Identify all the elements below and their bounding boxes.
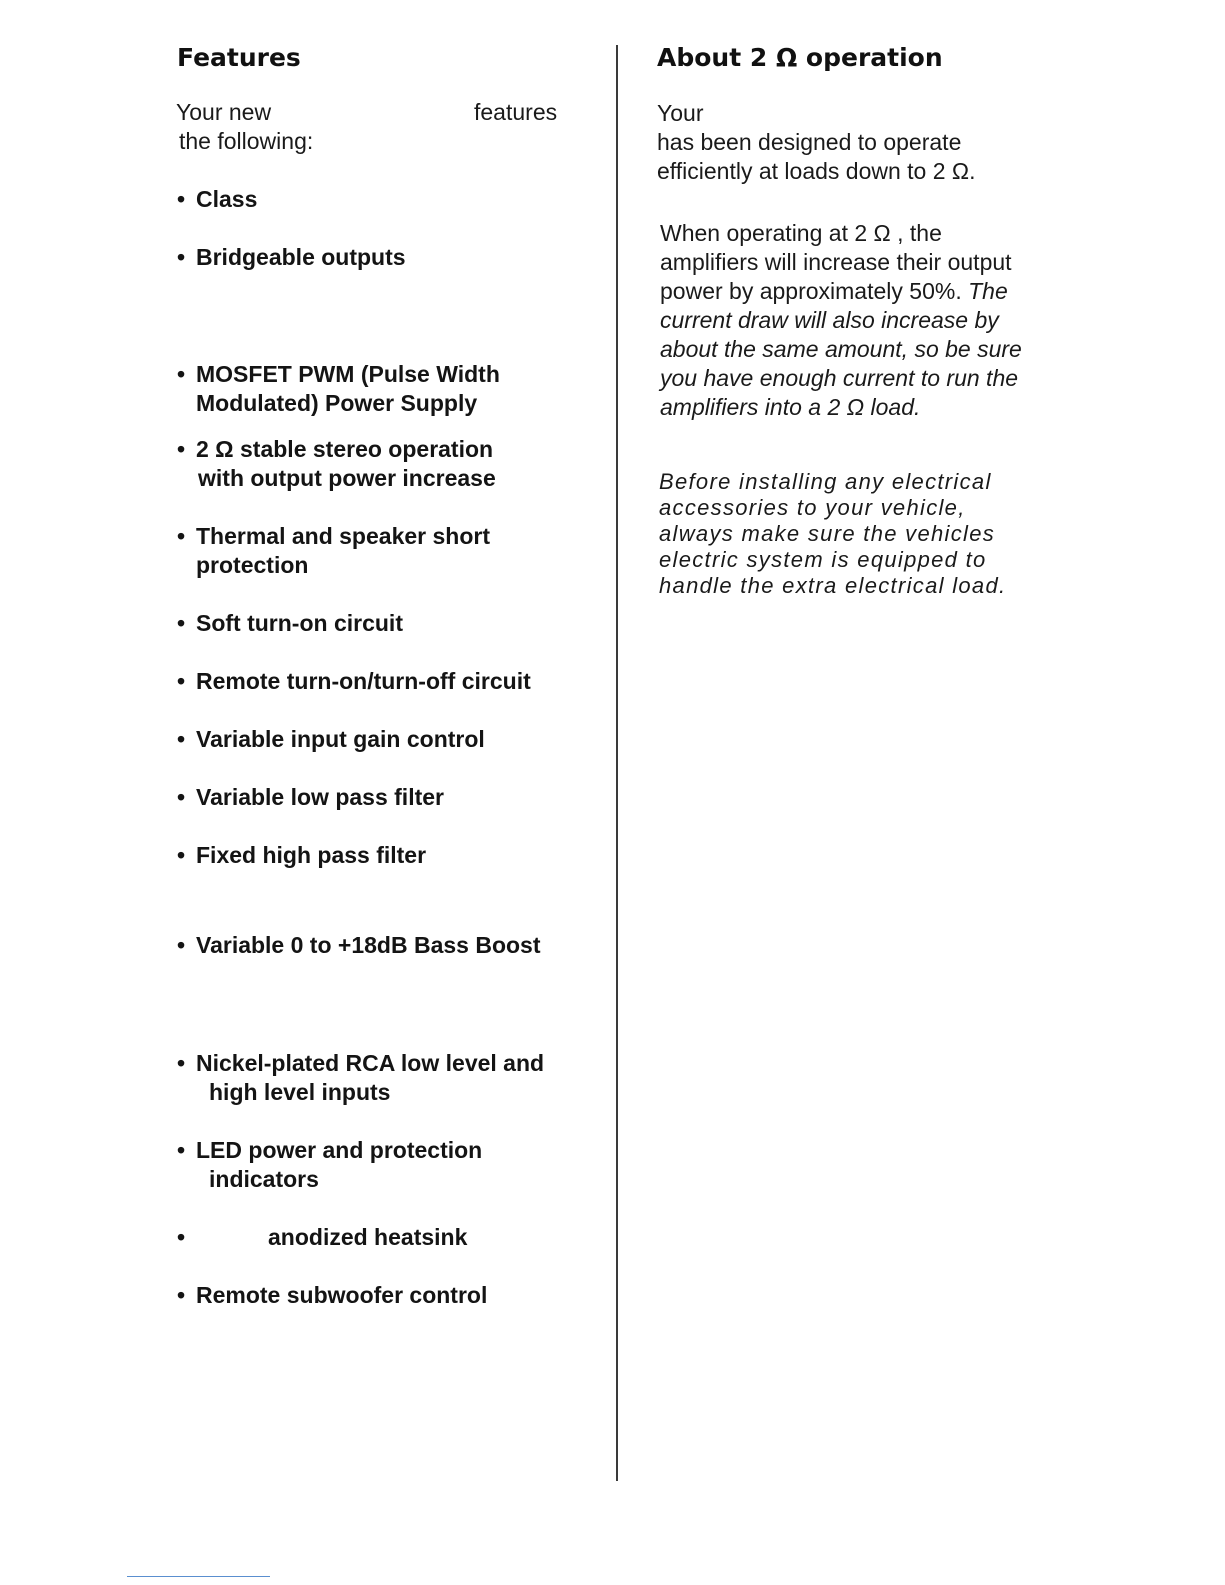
paragraph-line: about the same amount, so be sure bbox=[660, 336, 1022, 362]
bullet: • bbox=[177, 523, 186, 549]
paragraph-line: always make sure the vehicles bbox=[659, 521, 996, 546]
feature-label: Remote turn-on/turn-off circuit bbox=[196, 668, 531, 694]
feature-item bbox=[177, 185, 257, 214]
feature-item bbox=[177, 1223, 467, 1252]
bullet: • bbox=[177, 186, 186, 212]
paragraph-operation bbox=[660, 219, 1022, 422]
feature-item bbox=[177, 1136, 482, 1194]
bullet: • bbox=[177, 436, 186, 462]
feature-label: anodized heatsink bbox=[268, 1224, 468, 1250]
bullet: • bbox=[177, 1137, 186, 1163]
paragraph-italic-start: The bbox=[968, 278, 1008, 304]
features-heading: Features bbox=[177, 43, 301, 72]
bullet: • bbox=[177, 1224, 186, 1250]
feature-item bbox=[177, 667, 531, 696]
bullet: • bbox=[177, 932, 186, 958]
paragraph-line: When operating at 2 Ω , the bbox=[660, 220, 942, 246]
feature-item bbox=[177, 609, 403, 638]
paragraph-line: you have enough current to run the bbox=[660, 365, 1019, 391]
feature-item bbox=[177, 783, 444, 812]
feature-item bbox=[177, 522, 490, 580]
column-divider bbox=[616, 45, 618, 1481]
feature-item bbox=[177, 435, 496, 493]
paragraph-line: accessories to your vehicle, bbox=[659, 495, 966, 520]
feature-label: Class bbox=[196, 186, 258, 212]
feature-label: Remote subwoofer control bbox=[196, 1282, 488, 1308]
paragraph-line: amplifiers will increase their output bbox=[660, 249, 1012, 275]
paragraph-line: power by approximately 50%. bbox=[660, 278, 962, 304]
paragraph-line: Your bbox=[657, 100, 704, 126]
feature-label: Variable input gain control bbox=[196, 726, 485, 752]
bullet: • bbox=[177, 244, 186, 270]
feature-label-line2: with output power increase bbox=[198, 465, 496, 491]
feature-label-line2: Modulated) Power Supply bbox=[196, 390, 478, 416]
feature-label: Thermal and speaker short bbox=[196, 523, 490, 549]
feature-item bbox=[177, 931, 541, 960]
intro-text-end: features bbox=[474, 99, 558, 125]
bullet: • bbox=[177, 1050, 186, 1076]
feature-label: Fixed high pass filter bbox=[196, 842, 427, 868]
bullet: • bbox=[177, 361, 186, 387]
feature-label: MOSFET PWM (Pulse Width bbox=[196, 361, 500, 387]
paragraph-line: amplifiers into a 2 Ω load. bbox=[660, 394, 921, 420]
paragraph-intro bbox=[657, 99, 976, 186]
intro-text-line2: the following: bbox=[179, 128, 314, 154]
feature-label: LED power and protection bbox=[196, 1137, 483, 1163]
feature-item bbox=[177, 841, 426, 870]
feature-label: Variable low pass filter bbox=[196, 784, 444, 810]
feature-item bbox=[177, 243, 406, 272]
feature-item bbox=[177, 1281, 487, 1310]
bullet: • bbox=[177, 1282, 186, 1308]
paragraph-line: current draw will also increase by bbox=[660, 307, 999, 333]
feature-label: 2 Ω stable stereo operation bbox=[196, 436, 494, 462]
feature-label-line2: high level inputs bbox=[209, 1079, 391, 1105]
bullet: • bbox=[177, 784, 186, 810]
bullet: • bbox=[177, 842, 186, 868]
paragraph-line: electric system is equipped to bbox=[659, 547, 987, 572]
feature-label: Nickel-plated RCA low level and bbox=[196, 1050, 545, 1076]
about-heading: About 2 Ω operation bbox=[657, 43, 943, 72]
feature-label: Soft turn-on circuit bbox=[196, 610, 403, 636]
paragraph-line: has been designed to operate bbox=[657, 129, 962, 155]
feature-item bbox=[177, 1049, 544, 1107]
feature-label: Bridgeable outputs bbox=[196, 244, 406, 270]
feature-item bbox=[177, 360, 500, 418]
bullet: • bbox=[177, 668, 186, 694]
paragraph-line: efficiently at loads down to 2 Ω. bbox=[657, 158, 976, 184]
feature-label-line2: indicators bbox=[209, 1166, 319, 1192]
bullet: • bbox=[177, 726, 186, 752]
paragraph-line: handle the extra electrical load. bbox=[659, 573, 1007, 598]
footer-rule bbox=[127, 1576, 270, 1577]
feature-label-line2: protection bbox=[196, 552, 309, 578]
intro-text-start: Your new bbox=[176, 99, 272, 125]
feature-label: Variable 0 to +18dB Bass Boost bbox=[196, 932, 541, 958]
paragraph-line: Before installing any electrical bbox=[659, 469, 992, 494]
bullet: • bbox=[177, 610, 186, 636]
feature-item bbox=[177, 725, 485, 754]
paragraph-warning bbox=[659, 469, 1006, 599]
